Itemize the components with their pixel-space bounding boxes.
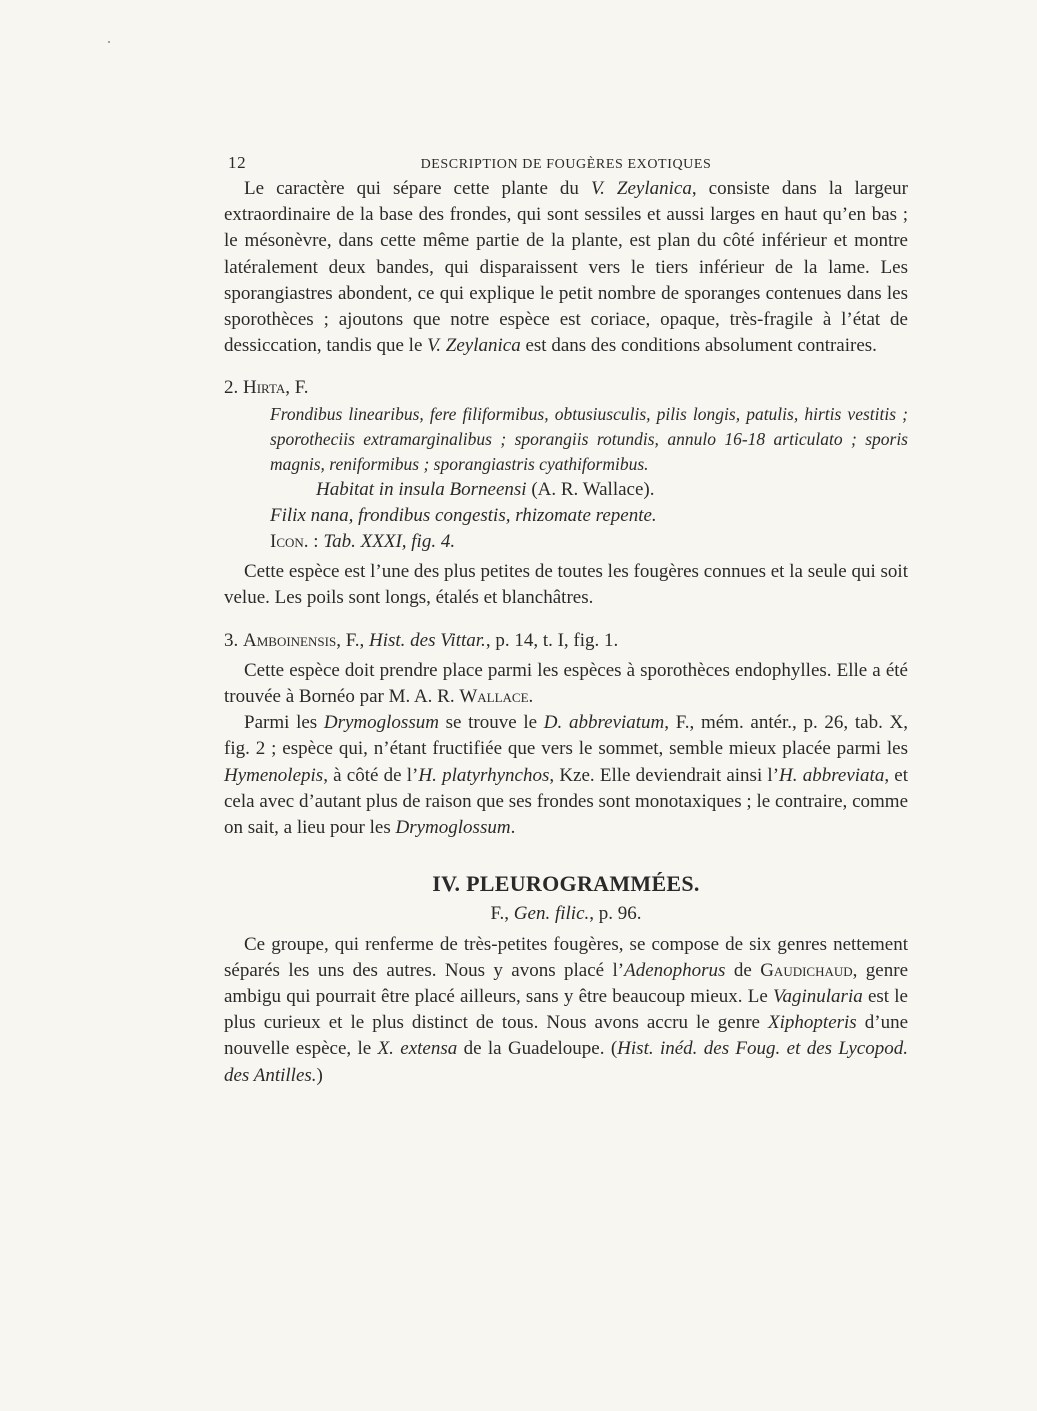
taxon-name: Adenophorus — [624, 959, 726, 981]
text-run: , genre ambigu qui pourrait être placé ailleurs, sans y être beaucoup mieux. Le — [224, 959, 909, 1008]
text-run: , consiste dans la largeur extraordinaire de la base des frondes, qui sont sessiles et aussi larges en haut qu’en bas ; le mésonèvre, dans cette même partie de la plante, est plan du côté inférieur et montre latéralement deux bandes, qui disparaissent vers le tiers inférieur de la lame. Les sporangiastres abondent, ce qui explique le petit nombre de sporanges contenues dans les sporothèces ; ajoutons que notre espèce est coriace, opaque, très-fragile à l’état de dessiccation, tandis que le — [224, 178, 908, 357]
plate-reference: Tab. XXXI, fig. 4. — [323, 531, 456, 553]
work-reference: Hist. inéd. des Foug. et des Lycopod. des Antilles. — [224, 1038, 908, 1086]
text-run: ) — [316, 1064, 323, 1086]
amboinensis-paragraph-1 — [224, 658, 908, 710]
text-run: est le plus curieux et le plus distinct de tous. Nous avons accru le genre — [224, 986, 908, 1034]
intro-paragraph — [224, 176, 908, 359]
section-reference — [224, 901, 908, 927]
latin-note — [270, 503, 908, 529]
taxon-name: H. platyrhynchos — [418, 764, 550, 786]
margin-speck — [108, 41, 110, 43]
icon-reference — [270, 529, 908, 555]
text-run: , Kze. Elle deviendrait ainsi l’ — [549, 764, 780, 786]
author: , F. — [285, 377, 309, 399]
text-run: Le caractère qui sépare cette plante du — [244, 178, 591, 199]
species-name: Amboinensis — [243, 629, 337, 651]
text-run: Parmi les — [244, 712, 324, 734]
amboinensis-paragraph-2 — [224, 710, 908, 841]
author: F., — [490, 903, 514, 925]
page-body — [224, 150, 908, 1089]
habitat-latin: Habitat in insula Borneensi — [316, 478, 527, 500]
note-text: Filix nana, frondibus congestis, rhizomate repente. — [270, 504, 657, 526]
taxon-name: Drymoglossum — [323, 712, 439, 734]
entry-number: 2. — [224, 377, 243, 399]
taxon-name: V. Zeylanica — [590, 178, 692, 199]
page-header — [224, 150, 908, 174]
taxon-name: D. abbreviatum — [543, 712, 665, 734]
person-name: Wallace — [459, 686, 529, 708]
taxon-name: Hymenolepis — [224, 764, 324, 786]
running-title: DESCRIPTION DE FOUGÈRES EXOTIQUES — [420, 157, 712, 172]
species-heading-amboinensis — [224, 628, 908, 654]
habitat-line — [316, 477, 908, 503]
species-name: Hirta — [243, 377, 286, 399]
author: , F., — [336, 629, 369, 651]
latin-diagnosis: Frondibus linearibus, fere filiformibus, obtusiusculis, pilis longis, patulis, hirtis vestitis ; sporotheciis extramarginalibus ; sporangiis rotundis, annulo 16-18 articulato ; sporis magnis, reniformibus ; sporangiastris cyathiformibus. — [270, 403, 908, 474]
page-number: 12 — [228, 153, 247, 172]
section-title: IV. PLEUROGRAMMÉES. — [432, 871, 700, 897]
species-heading-hirta — [224, 375, 908, 401]
collector: (A. R. Wallace). — [526, 478, 655, 500]
text-run: , et cela avec d’autant plus de raison que ses frondes sont monotaxiques ; le contraire, comme on sait, a lieu pour les — [224, 764, 908, 839]
taxon-name: Xiphopteris — [768, 1012, 857, 1034]
text-run: se trouve le — [438, 712, 544, 734]
taxon-name: V. Zeylanica — [427, 335, 521, 357]
taxon-name: Drymoglossum — [395, 817, 511, 839]
taxon-name: Vaginularia — [773, 986, 863, 1008]
taxon-name: H. abbreviata — [779, 764, 885, 786]
text-run: . — [510, 817, 516, 839]
text-run: , à côté de l’ — [323, 764, 419, 786]
page-reference: , p. 14, t. I, fig. 1. — [485, 629, 619, 651]
icon-label: Icon. — [270, 531, 309, 553]
text-run: , F., mém. antér., p. 26, tab. X, fig. 2 ; espèce qui, n’étant fructifiée que vers le sommet, semble mieux placée parmi les — [224, 712, 908, 760]
text-run: est dans des conditions absolument contraires. — [520, 335, 877, 357]
page-reference: , p. 96. — [589, 903, 642, 925]
section-paragraph — [224, 932, 908, 1089]
text-run: de la Guadeloupe. ( — [457, 1038, 618, 1060]
separator: : — [308, 531, 324, 553]
person-name: Gaudichaud — [760, 959, 853, 981]
text-run: Cette espèce doit prendre place parmi les espèces à sporothèces endophylles. Elle a été trouvée à Bornéo par M. A. R. — [224, 659, 908, 708]
text-run: de — [725, 959, 761, 981]
text-run: d’une nouvelle espèce, le — [224, 1012, 909, 1060]
work-reference: Gen. filic. — [513, 903, 590, 925]
text-run: . — [528, 686, 534, 708]
hirta-description: Cette espèce est l’une des plus petites de toutes les fougères connues et la seule qui soit velue. Les poils sont longs, étalés et blanchâtres. — [224, 561, 908, 609]
entry-number: 3. — [224, 629, 243, 651]
taxon-name: X. extensa — [377, 1038, 458, 1060]
text-run: Ce groupe, qui renferme de très-petites fougères, se compose de six genres nettement séparés les uns des autres. Nous y avons placé l’ — [224, 933, 908, 981]
work-reference: Hist. des Vittar. — [368, 629, 486, 651]
